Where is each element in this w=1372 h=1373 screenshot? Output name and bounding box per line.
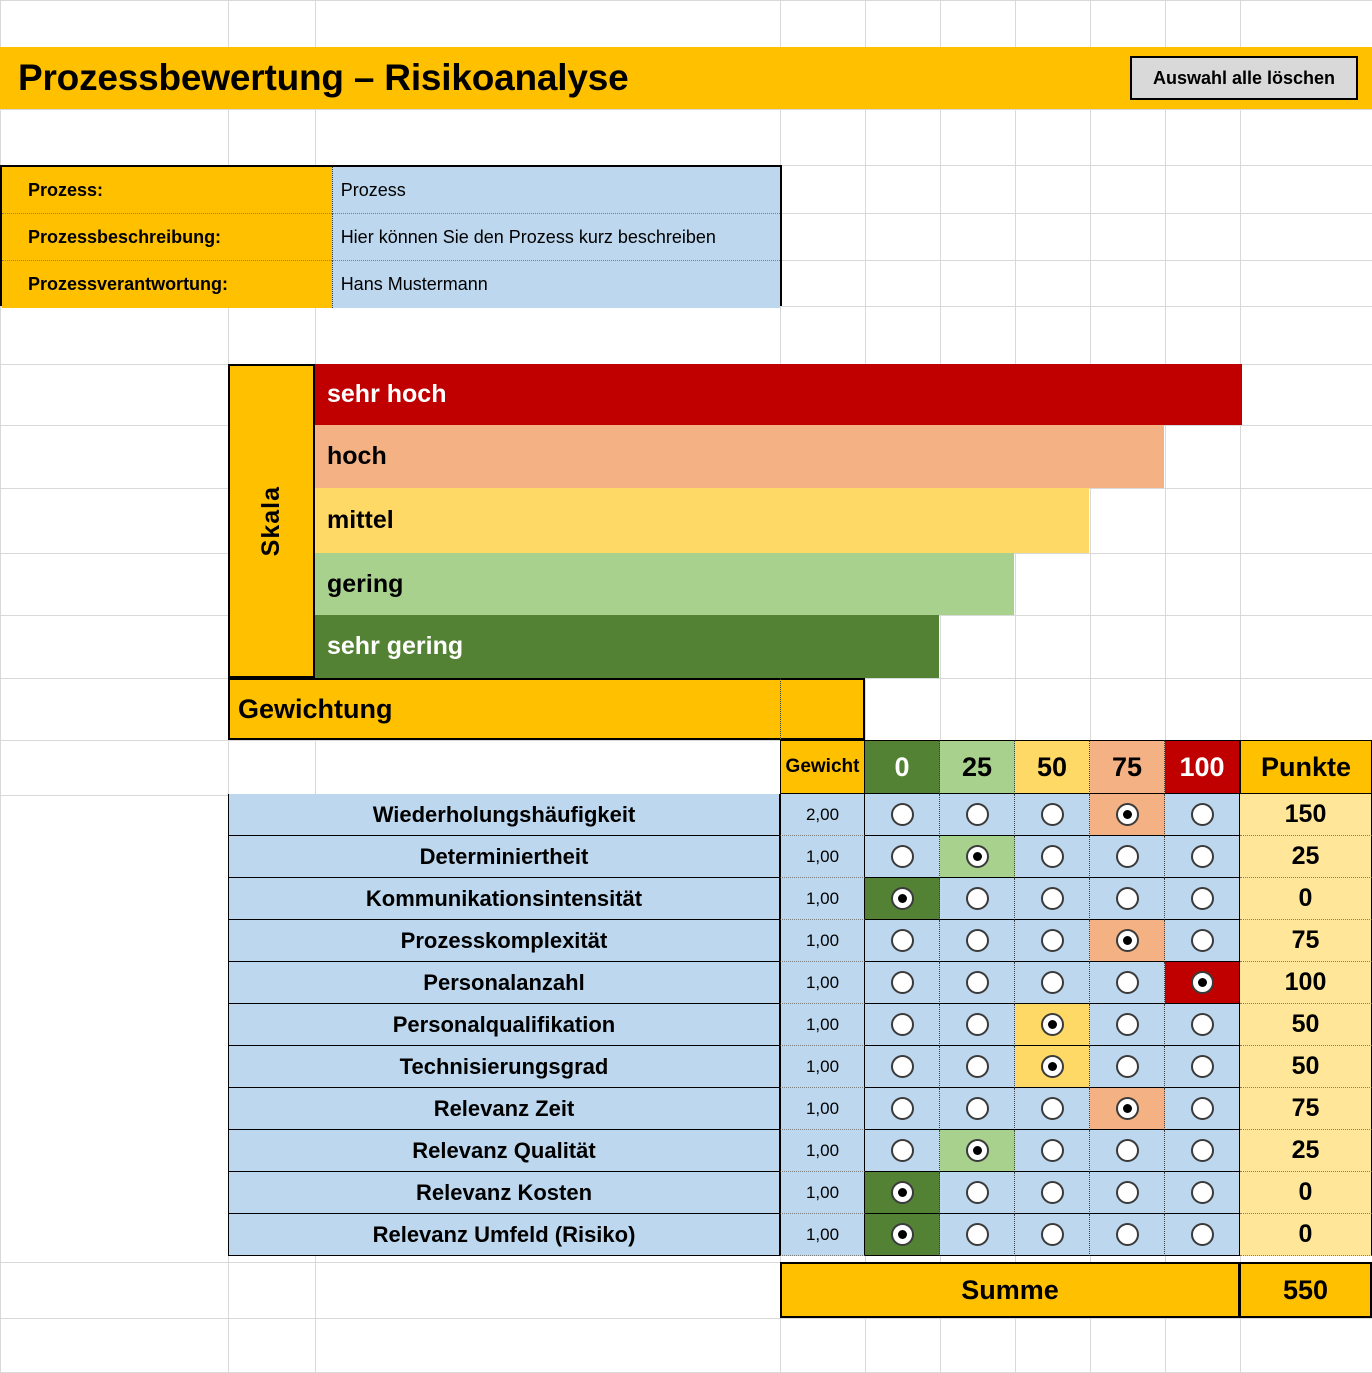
evaluation-matrix	[228, 740, 1372, 1256]
sum-row	[780, 1262, 1372, 1318]
radio-button-50[interactable]	[1041, 803, 1064, 826]
score-cell-100[interactable]	[1165, 878, 1240, 920]
page-title: Prozessbewertung – Risikoanalyse	[18, 57, 629, 98]
radio-button-100[interactable]	[1191, 971, 1214, 994]
scale-band-label: mittel	[327, 506, 394, 534]
weighting-band-text: Gewichtung	[238, 693, 393, 724]
process-description-value[interactable]: Hier können Sie den Prozess kurz beschreiben	[332, 214, 780, 261]
radio-button-25[interactable]	[966, 887, 989, 910]
radio-button-0[interactable]	[891, 971, 914, 994]
score-cell-25[interactable]	[940, 878, 1015, 920]
score-column-header-100: 100	[1165, 740, 1240, 794]
radio-button-25[interactable]	[966, 1139, 989, 1162]
score-cell-75[interactable]	[1090, 1130, 1165, 1172]
sum-label: Summe	[780, 1262, 1240, 1318]
weight-value[interactable]: 1,00	[780, 1004, 865, 1046]
radio-selected-dot	[1048, 1020, 1057, 1029]
score-cell-25[interactable]	[940, 1088, 1015, 1130]
radio-button-75[interactable]	[1116, 887, 1139, 910]
radio-button-50[interactable]	[1041, 1097, 1064, 1120]
radio-button-75[interactable]	[1116, 1055, 1139, 1078]
weighting-band-extension	[780, 678, 865, 740]
radio-selected-dot	[1048, 1062, 1057, 1071]
radio-selected-dot	[1123, 810, 1132, 819]
radio-selected-dot	[898, 1230, 907, 1239]
table-row	[228, 836, 1372, 878]
weight-value[interactable]: 1,00	[780, 1046, 865, 1088]
radio-button-0[interactable]	[891, 1139, 914, 1162]
weight-value[interactable]: 1,00	[780, 1214, 865, 1256]
points-value: 0	[1240, 1172, 1372, 1214]
radio-button-100[interactable]	[1191, 1223, 1214, 1246]
criterion-label: Wiederholungshäufigkeit	[228, 794, 780, 836]
radio-button-25[interactable]	[966, 1223, 989, 1246]
clear-selection-button[interactable]	[1130, 56, 1358, 100]
radio-button-25[interactable]	[966, 1013, 989, 1036]
score-cell-100[interactable]	[1165, 836, 1240, 878]
radio-button-75[interactable]	[1116, 1139, 1139, 1162]
weight-value[interactable]: 1,00	[780, 1130, 865, 1172]
weighting-band-label	[228, 678, 865, 740]
criterion-label: Relevanz Qualität	[228, 1130, 780, 1172]
score-cell-100[interactable]	[1165, 1172, 1240, 1214]
table-row	[228, 920, 1372, 962]
points-value: 75	[1240, 1088, 1372, 1130]
score-cell-75[interactable]	[1090, 1088, 1165, 1130]
scale-band-1	[315, 364, 1242, 425]
radio-button-50[interactable]	[1041, 929, 1064, 952]
score-cell-75[interactable]	[1090, 1004, 1165, 1046]
radio-button-75[interactable]	[1116, 1097, 1139, 1120]
weight-value[interactable]: 1,00	[780, 962, 865, 1004]
radio-button-75[interactable]	[1116, 845, 1139, 868]
weight-value[interactable]: 1,00	[780, 1088, 865, 1130]
radio-button-75[interactable]	[1116, 971, 1139, 994]
score-cell-0[interactable]	[865, 1046, 940, 1088]
score-cell-0[interactable]	[865, 920, 940, 962]
score-cell-25[interactable]	[940, 794, 1015, 836]
points-value: 25	[1240, 1130, 1372, 1172]
table-row	[228, 1046, 1372, 1088]
radio-button-50[interactable]	[1041, 1055, 1064, 1078]
criterion-label: Relevanz Kosten	[228, 1172, 780, 1214]
radio-button-100[interactable]	[1191, 1013, 1214, 1036]
radio-button-75[interactable]	[1116, 1013, 1139, 1036]
radio-button-100[interactable]	[1191, 1055, 1214, 1078]
table-row	[228, 1214, 1372, 1256]
matrix-header-spacer	[228, 740, 780, 794]
table-row	[228, 878, 1372, 920]
score-cell-50[interactable]	[1015, 1046, 1090, 1088]
criterion-label: Determiniertheit	[228, 836, 780, 878]
process-owner-label: Prozessverantwortung:	[2, 261, 332, 308]
weight-value[interactable]: 2,00	[780, 794, 865, 836]
criterion-label: Personalqualifikation	[228, 1004, 780, 1046]
score-cell-0[interactable]	[865, 1172, 940, 1214]
radio-button-75[interactable]	[1116, 1181, 1139, 1204]
score-cell-50[interactable]	[1015, 794, 1090, 836]
scale-band-5	[315, 615, 939, 678]
radio-button-0[interactable]	[891, 1055, 914, 1078]
radio-button-100[interactable]	[1191, 1181, 1214, 1204]
scale-band-label: sehr gering	[327, 632, 464, 660]
radio-button-50[interactable]	[1041, 845, 1064, 868]
score-cell-25[interactable]	[940, 1130, 1015, 1172]
radio-button-0[interactable]	[891, 1097, 914, 1120]
radio-button-75[interactable]	[1116, 803, 1139, 826]
radio-button-75[interactable]	[1116, 1223, 1139, 1246]
points-value: 25	[1240, 836, 1372, 878]
clear-selection-label: Auswahl alle löschen	[1152, 67, 1336, 88]
score-cell-25[interactable]	[940, 962, 1015, 1004]
score-cell-0[interactable]	[865, 794, 940, 836]
radio-button-75[interactable]	[1116, 929, 1139, 952]
weight-value[interactable]: 1,00	[780, 920, 865, 962]
score-cell-75[interactable]	[1090, 962, 1165, 1004]
criterion-label: Prozesskomplexität	[228, 920, 780, 962]
radio-button-100[interactable]	[1191, 887, 1214, 910]
score-cell-50[interactable]	[1015, 1088, 1090, 1130]
radio-button-0[interactable]	[891, 845, 914, 868]
score-cell-75[interactable]	[1090, 878, 1165, 920]
radio-selected-dot	[898, 1188, 907, 1197]
score-cell-50[interactable]	[1015, 1004, 1090, 1046]
score-cell-100[interactable]	[1165, 1130, 1240, 1172]
radio-button-0[interactable]	[891, 1181, 914, 1204]
grid-row-line	[0, 1318, 1372, 1319]
score-cell-75[interactable]	[1090, 920, 1165, 962]
criterion-label: Technisierungsgrad	[228, 1046, 780, 1088]
score-cell-50[interactable]	[1015, 920, 1090, 962]
score-cell-0[interactable]	[865, 1214, 940, 1256]
radio-button-0[interactable]	[891, 1223, 914, 1246]
score-column-header-50: 50	[1015, 740, 1090, 794]
score-cell-25[interactable]	[940, 1172, 1015, 1214]
score-cell-0[interactable]	[865, 878, 940, 920]
table-row	[228, 1088, 1372, 1130]
grid-row-line	[0, 0, 1372, 1]
radio-button-100[interactable]	[1191, 929, 1214, 952]
radio-button-0[interactable]	[891, 929, 914, 952]
process-info-block	[0, 165, 782, 306]
score-cell-75[interactable]	[1090, 836, 1165, 878]
radio-button-100[interactable]	[1191, 1097, 1214, 1120]
score-cell-0[interactable]	[865, 1004, 940, 1046]
score-cell-50[interactable]	[1015, 836, 1090, 878]
process-info-row	[2, 167, 780, 214]
radio-button-0[interactable]	[891, 803, 914, 826]
scale-axis-label	[228, 364, 315, 678]
process-owner-value[interactable]: Hans Mustermann	[332, 261, 780, 308]
process-name-value[interactable]: Prozess	[332, 167, 780, 214]
sum-value: 550	[1240, 1262, 1372, 1318]
radio-button-25[interactable]	[966, 1055, 989, 1078]
score-cell-100[interactable]	[1165, 1214, 1240, 1256]
score-cell-50[interactable]	[1015, 1214, 1090, 1256]
weight-column-header: Gewicht	[780, 740, 865, 794]
radio-button-25[interactable]	[966, 803, 989, 826]
score-cell-100[interactable]	[1165, 1004, 1240, 1046]
score-cell-50[interactable]	[1015, 1172, 1090, 1214]
scale-band-label: hoch	[327, 442, 387, 470]
process-name-label: Prozess:	[2, 167, 332, 214]
score-column-header-25: 25	[940, 740, 1015, 794]
radio-button-50[interactable]	[1041, 887, 1064, 910]
radio-button-50[interactable]	[1041, 1139, 1064, 1162]
radio-selected-dot	[973, 852, 982, 861]
criterion-label: Personalanzahl	[228, 962, 780, 1004]
process-info-row	[2, 261, 780, 308]
radio-button-0[interactable]	[891, 1013, 914, 1036]
points-column-header: Punkte	[1240, 740, 1372, 794]
matrix-header-row	[228, 740, 1372, 794]
criterion-label: Kommunikationsintensität	[228, 878, 780, 920]
weight-value[interactable]: 1,00	[780, 878, 865, 920]
radio-button-100[interactable]	[1191, 1139, 1214, 1162]
score-cell-75[interactable]	[1090, 1172, 1165, 1214]
radio-button-25[interactable]	[966, 929, 989, 952]
score-cell-100[interactable]	[1165, 1088, 1240, 1130]
radio-selected-dot	[898, 894, 907, 903]
scale-axis-label-text: Skala	[257, 485, 285, 557]
score-cell-0[interactable]	[865, 1088, 940, 1130]
score-cell-25[interactable]	[940, 1046, 1015, 1088]
process-description-label: Prozessbeschreibung:	[2, 214, 332, 261]
score-cell-100[interactable]	[1165, 1046, 1240, 1088]
points-value: 0	[1240, 1214, 1372, 1256]
table-row	[228, 962, 1372, 1004]
score-cell-100[interactable]	[1165, 962, 1240, 1004]
radio-selected-dot	[1123, 936, 1132, 945]
points-value: 50	[1240, 1046, 1372, 1088]
score-cell-100[interactable]	[1165, 794, 1240, 836]
criterion-label: Relevanz Zeit	[228, 1088, 780, 1130]
score-cell-50[interactable]	[1015, 962, 1090, 1004]
score-column-header-0: 0	[865, 740, 940, 794]
score-cell-0[interactable]	[865, 836, 940, 878]
table-row	[228, 794, 1372, 836]
radio-button-25[interactable]	[966, 971, 989, 994]
radio-button-25[interactable]	[966, 1097, 989, 1120]
radio-button-0[interactable]	[891, 887, 914, 910]
score-cell-25[interactable]	[940, 920, 1015, 962]
score-cell-50[interactable]	[1015, 878, 1090, 920]
radio-button-100[interactable]	[1191, 803, 1214, 826]
scale-band-3	[315, 488, 1089, 553]
scale-band-4	[315, 553, 1014, 615]
score-cell-75[interactable]	[1090, 1214, 1165, 1256]
points-value: 50	[1240, 1004, 1372, 1046]
weight-value[interactable]: 1,00	[780, 1172, 865, 1214]
points-value: 100	[1240, 962, 1372, 1004]
radio-button-50[interactable]	[1041, 971, 1064, 994]
score-cell-75[interactable]	[1090, 794, 1165, 836]
process-info-row	[2, 214, 780, 261]
radio-selected-dot	[1123, 1104, 1132, 1113]
score-cell-100[interactable]	[1165, 920, 1240, 962]
radio-selected-dot	[973, 1146, 982, 1155]
score-cell-75[interactable]	[1090, 1046, 1165, 1088]
score-cell-25[interactable]	[940, 1214, 1015, 1256]
scale-band-2	[315, 425, 1164, 488]
points-value: 75	[1240, 920, 1372, 962]
criterion-label: Relevanz Umfeld (Risiko)	[228, 1214, 780, 1256]
points-value: 150	[1240, 794, 1372, 836]
radio-button-50[interactable]	[1041, 1013, 1064, 1036]
radio-button-50[interactable]	[1041, 1181, 1064, 1204]
score-cell-25[interactable]	[940, 836, 1015, 878]
radio-button-25[interactable]	[966, 845, 989, 868]
score-cell-0[interactable]	[865, 1130, 940, 1172]
points-value: 0	[1240, 878, 1372, 920]
scale-band-label: gering	[327, 569, 404, 598]
score-cell-0[interactable]	[865, 962, 940, 1004]
grid-row-line	[0, 109, 1372, 110]
score-cell-25[interactable]	[940, 1004, 1015, 1046]
score-cell-50[interactable]	[1015, 1130, 1090, 1172]
weight-value[interactable]: 1,00	[780, 836, 865, 878]
score-column-header-75: 75	[1090, 740, 1165, 794]
radio-button-50[interactable]	[1041, 1223, 1064, 1246]
table-row	[228, 1130, 1372, 1172]
table-row	[228, 1172, 1372, 1214]
table-row	[228, 1004, 1372, 1046]
radio-button-100[interactable]	[1191, 845, 1214, 868]
radio-button-25[interactable]	[966, 1181, 989, 1204]
radio-selected-dot	[1198, 978, 1207, 987]
scale-band-label: sehr hoch	[327, 380, 447, 408]
